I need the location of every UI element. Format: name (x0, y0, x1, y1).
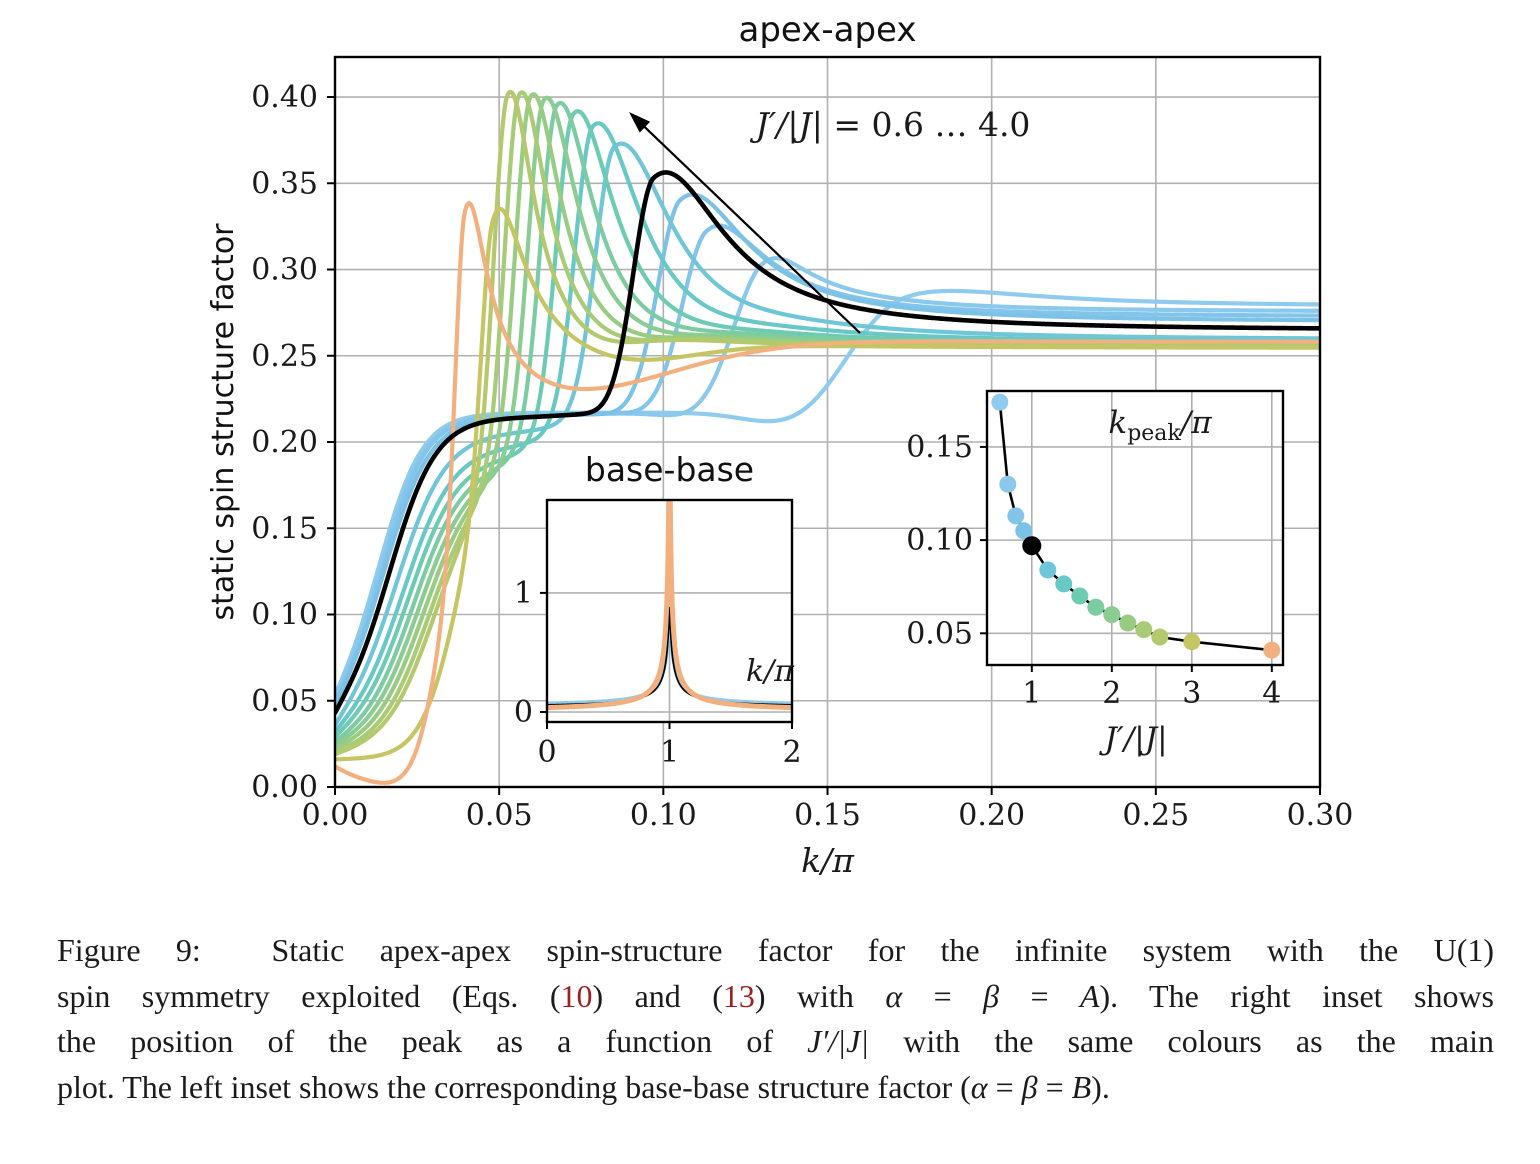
eq-ref-link[interactable]: 13 (722, 977, 755, 1014)
kpeak-point-j0.8 (1007, 507, 1024, 524)
caption-math: J′/|J| (807, 1023, 870, 1059)
caption-text: = (987, 1068, 1022, 1105)
caption-text: ) and ( (592, 977, 723, 1014)
y-tick-label: 0.00 (251, 770, 318, 805)
y-tick-label: 0.10 (251, 597, 318, 633)
caption-line-1 (57, 928, 1494, 974)
x-tick-label: 0 (537, 735, 557, 770)
kpeak-point-j0.6 (991, 394, 1008, 411)
kpeak-point-j2.4 (1135, 621, 1152, 638)
kpeak-point-j2.2 (1119, 615, 1136, 632)
caption-text: = (902, 977, 984, 1014)
main-title: apex-apex (738, 10, 917, 50)
kpeak-point-j2 (1103, 606, 1120, 623)
caption-line-3 (57, 1019, 1494, 1065)
y-tick-label: 0.25 (251, 338, 318, 374)
y-tick-label: 0.30 (251, 252, 318, 288)
kpeak-point-j3 (1183, 633, 1200, 650)
caption-math: A (1079, 977, 1100, 1014)
y-tick-label: 0 (513, 694, 533, 730)
x-tick-label: 1 (659, 735, 680, 770)
figure-caption (57, 928, 1494, 1110)
main-xlabel: k/π (801, 841, 854, 880)
kpeak-point-j1.8 (1087, 599, 1104, 616)
x-tick-label: 0.25 (1122, 798, 1190, 833)
kpeak-point-j1 (1022, 536, 1041, 555)
x-tick-label: 1 (1022, 676, 1042, 711)
caption-math: α (885, 977, 903, 1014)
caption-text: = (1037, 1068, 1072, 1105)
caption-text: ) with (754, 977, 886, 1014)
x-tick-label: 0.05 (465, 798, 533, 833)
caption-text: spin symmetry exploited (Eqs. ( (57, 977, 561, 1014)
x-tick-label: 0.30 (1286, 798, 1354, 833)
y-tick-label: 0.05 (251, 683, 318, 719)
kpeak-point-j1.6 (1071, 588, 1088, 605)
kpeak-point-j1.2 (1039, 561, 1056, 578)
main-ylabel: static spin structure factor (206, 223, 241, 621)
kpeak-point-j4 (1263, 642, 1280, 659)
caption-text: with the same colours as the main (869, 1023, 1495, 1059)
kpeak-point-j1.4 (1055, 575, 1072, 592)
inset-kpeak-xlabel: J′/|J| (1104, 721, 1168, 757)
y-tick-label: 0.20 (251, 425, 318, 461)
caption-text: Figure 9: Static apex-apex spin-structure factor for the infinite system with the U(1) (57, 932, 1494, 968)
y-tick-label: 0.35 (251, 166, 318, 202)
y-tick-label: 0.15 (251, 511, 318, 547)
x-tick-label: 3 (1182, 676, 1202, 711)
inset-base-title: base-base (584, 450, 755, 489)
x-tick-label: 2 (782, 735, 802, 770)
x-tick-label: 2 (1102, 676, 1122, 711)
y-tick-label: 0.40 (251, 80, 318, 116)
inset-base-klabel: k/π (745, 654, 795, 689)
caption-text: plot. The left inset shows the corresponding base-base structure factor ( (57, 1068, 971, 1105)
kpeak-point-j2.6 (1151, 629, 1168, 646)
caption-line-2 (57, 974, 1494, 1020)
caption-math: β (1021, 1068, 1038, 1105)
caption-text: the position of the peak as a function of (57, 1023, 808, 1059)
x-tick-label: 0.15 (794, 798, 861, 833)
eq-ref-link[interactable]: 10 (560, 977, 593, 1014)
y-tick-label: 0.15 (906, 429, 973, 465)
inset-kpeak-label: $k_{peak}/\pi$ (1108, 405, 1212, 446)
caption-text: ). (1091, 1068, 1110, 1105)
caption-text: = (999, 977, 1080, 1014)
annotation-text: J′/|J| = 0.6 … 4.0 (755, 105, 1031, 144)
caption-math: β (983, 977, 1000, 1014)
x-tick-label: 0.20 (958, 798, 1026, 833)
caption-line-4 (57, 1065, 1494, 1111)
y-tick-label: 0.05 (906, 616, 973, 652)
caption-math: B (1071, 1068, 1092, 1105)
x-tick-label: 0.10 (629, 798, 697, 833)
kpeak-point-j0.7 (999, 476, 1016, 493)
caption-text: ). The right inset shows (1099, 977, 1494, 1014)
y-tick-label: 1 (513, 575, 533, 611)
x-tick-label: 0.00 (301, 798, 369, 833)
x-tick-label: 4 (1262, 676, 1282, 711)
y-tick-label: 0.10 (906, 523, 973, 559)
caption-math: α (970, 1068, 988, 1105)
